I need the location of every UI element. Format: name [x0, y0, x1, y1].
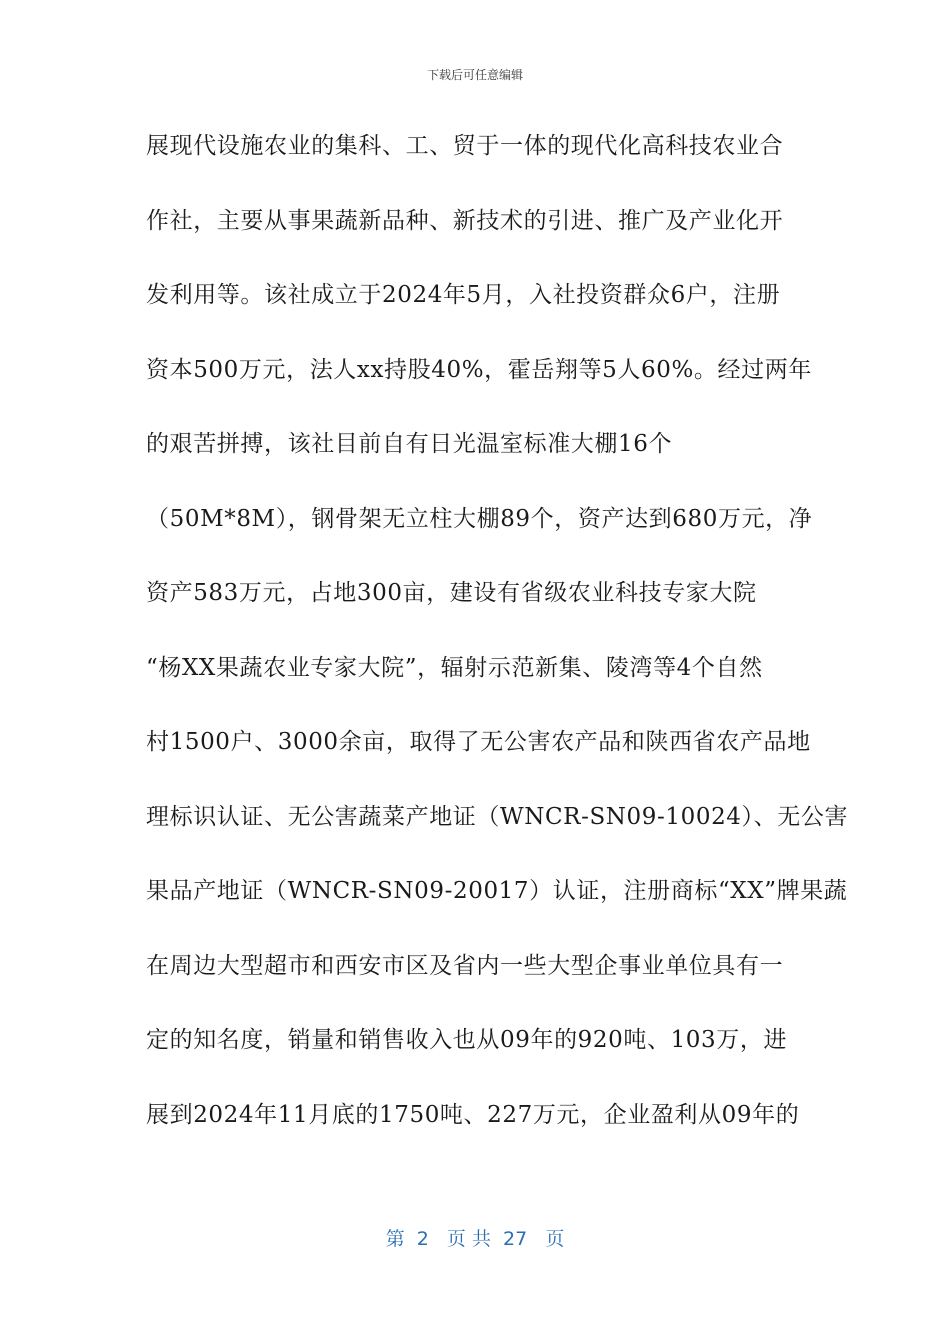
page-number: 第 2 页 共 27 页 — [385, 1228, 565, 1250]
text-line: 在周边大型超市和西安市区及省内一些大型企事业单位具有一 — [146, 952, 784, 979]
header-note: 下载后可任意编辑 — [426, 68, 523, 82]
text-line: “杨XX果蔬农业专家大院”，辐射示范新集、陵湾等4个自然 — [146, 654, 763, 681]
text-line: 发利用等。该社成立于2024年5月，入社投资群众6户，注册 — [146, 282, 781, 308]
document-body — [146, 123, 849, 1166]
text-line: 资产583万元，占地300亩，建设有省级农业科技专家大院 — [146, 580, 757, 606]
text-line: 定的知名度，销量和销售收入也从09年的920吨、103万，进 — [146, 1027, 788, 1053]
text-line: 作社，主要从事果蔬新品种、新技术的引进、推广及产业化开 — [146, 207, 784, 234]
text-line: 果品产地证（WNCR-SN09-20017）认证，注册商标“XX”牌果蔬 — [146, 878, 848, 904]
text-line: 资本500万元，法人xx持股40%，霍岳翔等5人60%。经过两年 — [146, 356, 812, 383]
text-line: 展现代设施农业的集科、工、贸于一体的现代化高科技农业合 — [146, 133, 784, 159]
text-line: 村1500户、3000余亩，取得了无公害农产品和陕西省农产品地 — [146, 729, 811, 755]
text-line: 理标识认证、无公害蔬菜产地证（WNCR-SN09-10024）、无公害 — [146, 803, 849, 830]
text-line: （50M*8M），钢骨架无立柱大棚89个，资产达到680万元，净 — [146, 505, 813, 532]
text-line: 的艰苦拼搏，该社目前自有日光温室标准大棚16个 — [146, 431, 673, 457]
text-line: 展到2024年11月底的1750吨、227万元，企业盈利从09年的 — [146, 1101, 800, 1128]
